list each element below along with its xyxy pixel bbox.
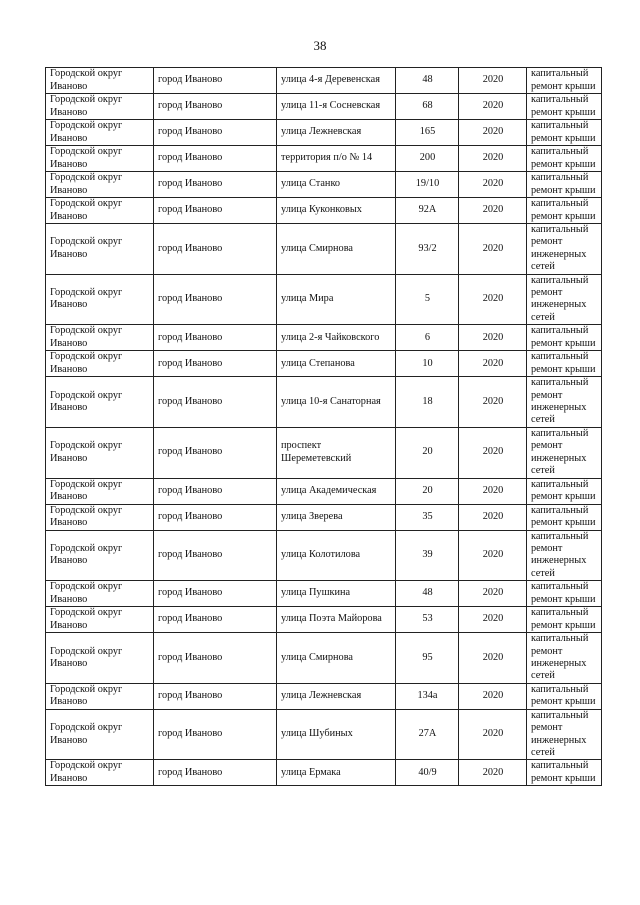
year-cell: 2020 — [459, 146, 527, 172]
work-type-cell: капитальный ремонт крыши — [527, 120, 602, 146]
year-cell: 2020 — [459, 709, 527, 760]
street-cell: улица Станко — [277, 172, 396, 198]
year-cell: 2020 — [459, 94, 527, 120]
table-row — [46, 377, 602, 428]
street-cell: улица 4-я Деревенская — [277, 68, 396, 94]
okrug-cell: Городской округ Иваново — [46, 683, 154, 709]
city-cell: город Иваново — [154, 633, 277, 684]
work-type-cell: капитальный ремонт инженерных сетей — [527, 377, 602, 428]
street-cell: улица Ермака — [277, 760, 396, 786]
work-type-cell: капитальный ремонт крыши — [527, 198, 602, 224]
street-cell: улица 11-я Сосневская — [277, 94, 396, 120]
year-cell: 2020 — [459, 351, 527, 377]
work-type-cell: капитальный ремонт инженерных сетей — [527, 427, 602, 478]
okrug-cell: Городской округ Иваново — [46, 351, 154, 377]
house-cell: 19/10 — [396, 172, 459, 198]
house-cell: 39 — [396, 530, 459, 581]
street-cell: улица Зверева — [277, 504, 396, 530]
okrug-cell: Городской округ Иваново — [46, 120, 154, 146]
house-cell: 40/9 — [396, 760, 459, 786]
city-cell: город Иваново — [154, 198, 277, 224]
table-row — [46, 274, 602, 325]
work-type-cell: капитальный ремонт крыши — [527, 325, 602, 351]
table-row — [46, 325, 602, 351]
table-row — [46, 633, 602, 684]
table-row — [46, 351, 602, 377]
city-cell: город Иваново — [154, 224, 277, 275]
okrug-cell: Городской округ Иваново — [46, 325, 154, 351]
street-cell: улица Степанова — [277, 351, 396, 377]
city-cell: город Иваново — [154, 760, 277, 786]
table-row — [46, 224, 602, 275]
year-cell: 2020 — [459, 172, 527, 198]
city-cell: город Иваново — [154, 581, 277, 607]
house-cell: 27А — [396, 709, 459, 760]
okrug-cell: Городской округ Иваново — [46, 633, 154, 684]
okrug-cell: Городской округ Иваново — [46, 607, 154, 633]
okrug-cell: Городской округ Иваново — [46, 478, 154, 504]
year-cell: 2020 — [459, 530, 527, 581]
table-row — [46, 94, 602, 120]
okrug-cell: Городской округ Иваново — [46, 709, 154, 760]
table-row — [46, 760, 602, 786]
street-cell: улица Мира — [277, 274, 396, 325]
street-cell: улица 2-я Чайковского — [277, 325, 396, 351]
work-type-cell: капитальный ремонт крыши — [527, 68, 602, 94]
street-cell: проспект Шереметевский — [277, 427, 396, 478]
city-cell: город Иваново — [154, 709, 277, 760]
city-cell: город Иваново — [154, 274, 277, 325]
house-cell: 68 — [396, 94, 459, 120]
work-type-cell: капитальный ремонт инженерных сетей — [527, 530, 602, 581]
street-cell: улица Поэта Майорова — [277, 607, 396, 633]
street-cell: улица Колотилова — [277, 530, 396, 581]
house-cell: 18 — [396, 377, 459, 428]
year-cell: 2020 — [459, 325, 527, 351]
work-type-cell: капитальный ремонт крыши — [527, 683, 602, 709]
street-cell: улица Академическая — [277, 478, 396, 504]
work-type-cell: капитальный ремонт крыши — [527, 760, 602, 786]
okrug-cell: Городской округ Иваново — [46, 94, 154, 120]
city-cell: город Иваново — [154, 120, 277, 146]
work-type-cell: капитальный ремонт инженерных сетей — [527, 709, 602, 760]
city-cell: город Иваново — [154, 607, 277, 633]
table-row — [46, 68, 602, 94]
house-cell: 48 — [396, 68, 459, 94]
okrug-cell: Городской округ Иваново — [46, 530, 154, 581]
table-row — [46, 478, 602, 504]
year-cell: 2020 — [459, 760, 527, 786]
house-cell: 6 — [396, 325, 459, 351]
street-cell: улица 10-я Санаторная — [277, 377, 396, 428]
table-row — [46, 607, 602, 633]
okrug-cell: Городской округ Иваново — [46, 377, 154, 428]
okrug-cell: Городской округ Иваново — [46, 760, 154, 786]
okrug-cell: Городской округ Иваново — [46, 274, 154, 325]
city-cell: город Иваново — [154, 504, 277, 530]
year-cell: 2020 — [459, 581, 527, 607]
table-row — [46, 198, 602, 224]
table-row — [46, 427, 602, 478]
street-cell: улица Пушкина — [277, 581, 396, 607]
city-cell: город Иваново — [154, 325, 277, 351]
house-cell: 134а — [396, 683, 459, 709]
house-cell: 200 — [396, 146, 459, 172]
table-row — [46, 172, 602, 198]
okrug-cell: Городской округ Иваново — [46, 68, 154, 94]
work-type-cell: капитальный ремонт крыши — [527, 504, 602, 530]
table-row — [46, 504, 602, 530]
year-cell: 2020 — [459, 504, 527, 530]
city-cell: город Иваново — [154, 146, 277, 172]
city-cell: город Иваново — [154, 427, 277, 478]
street-cell: улица Лежневская — [277, 120, 396, 146]
work-type-cell: капитальный ремонт крыши — [527, 94, 602, 120]
work-type-cell: капитальный ремонт инженерных сетей — [527, 274, 602, 325]
year-cell: 2020 — [459, 274, 527, 325]
table-row — [46, 709, 602, 760]
year-cell: 2020 — [459, 198, 527, 224]
work-type-cell: капитальный ремонт крыши — [527, 607, 602, 633]
work-type-cell: капитальный ремонт инженерных сетей — [527, 633, 602, 684]
okrug-cell: Городской округ Иваново — [46, 581, 154, 607]
house-cell: 20 — [396, 478, 459, 504]
year-cell: 2020 — [459, 68, 527, 94]
work-type-cell: капитальный ремонт крыши — [527, 351, 602, 377]
city-cell: город Иваново — [154, 94, 277, 120]
work-type-cell: капитальный ремонт крыши — [527, 146, 602, 172]
house-cell: 53 — [396, 607, 459, 633]
house-cell: 93/2 — [396, 224, 459, 275]
house-cell: 20 — [396, 427, 459, 478]
page-number: 38 — [313, 38, 327, 53]
year-cell: 2020 — [459, 478, 527, 504]
work-type-cell: капитальный ремонт крыши — [527, 478, 602, 504]
street-cell: улица Шубиных — [277, 709, 396, 760]
house-cell: 95 — [396, 633, 459, 684]
year-cell: 2020 — [459, 427, 527, 478]
okrug-cell: Городской округ Иваново — [46, 224, 154, 275]
year-cell: 2020 — [459, 120, 527, 146]
table-row — [46, 683, 602, 709]
okrug-cell: Городской округ Иваново — [46, 504, 154, 530]
okrug-cell: Городской округ Иваново — [46, 172, 154, 198]
street-cell: улица Смирнова — [277, 633, 396, 684]
city-cell: город Иваново — [154, 530, 277, 581]
city-cell: город Иваново — [154, 172, 277, 198]
house-cell: 165 — [396, 120, 459, 146]
work-type-cell: капитальный ремонт крыши — [527, 172, 602, 198]
table-row — [46, 120, 602, 146]
table-row — [46, 146, 602, 172]
city-cell: город Иваново — [154, 683, 277, 709]
house-cell: 48 — [396, 581, 459, 607]
year-cell: 2020 — [459, 633, 527, 684]
street-cell: улица Лежневская — [277, 683, 396, 709]
house-cell: 35 — [396, 504, 459, 530]
street-cell: территория п/о № 14 — [277, 146, 396, 172]
okrug-cell: Городской округ Иваново — [46, 198, 154, 224]
year-cell: 2020 — [459, 377, 527, 428]
city-cell: город Иваново — [154, 377, 277, 428]
okrug-cell: Городской округ Иваново — [46, 146, 154, 172]
table-row — [46, 581, 602, 607]
city-cell: город Иваново — [154, 68, 277, 94]
okrug-cell: Городской округ Иваново — [46, 427, 154, 478]
repair-plan-table — [45, 67, 602, 786]
year-cell: 2020 — [459, 607, 527, 633]
year-cell: 2020 — [459, 224, 527, 275]
table-row — [46, 530, 602, 581]
street-cell: улица Куконковых — [277, 198, 396, 224]
street-cell: улица Смирнова — [277, 224, 396, 275]
work-type-cell: капитальный ремонт крыши — [527, 581, 602, 607]
house-cell: 92А — [396, 198, 459, 224]
house-cell: 5 — [396, 274, 459, 325]
year-cell: 2020 — [459, 683, 527, 709]
work-type-cell: капитальный ремонт инженерных сетей — [527, 224, 602, 275]
city-cell: город Иваново — [154, 478, 277, 504]
house-cell: 10 — [396, 351, 459, 377]
city-cell: город Иваново — [154, 351, 277, 377]
